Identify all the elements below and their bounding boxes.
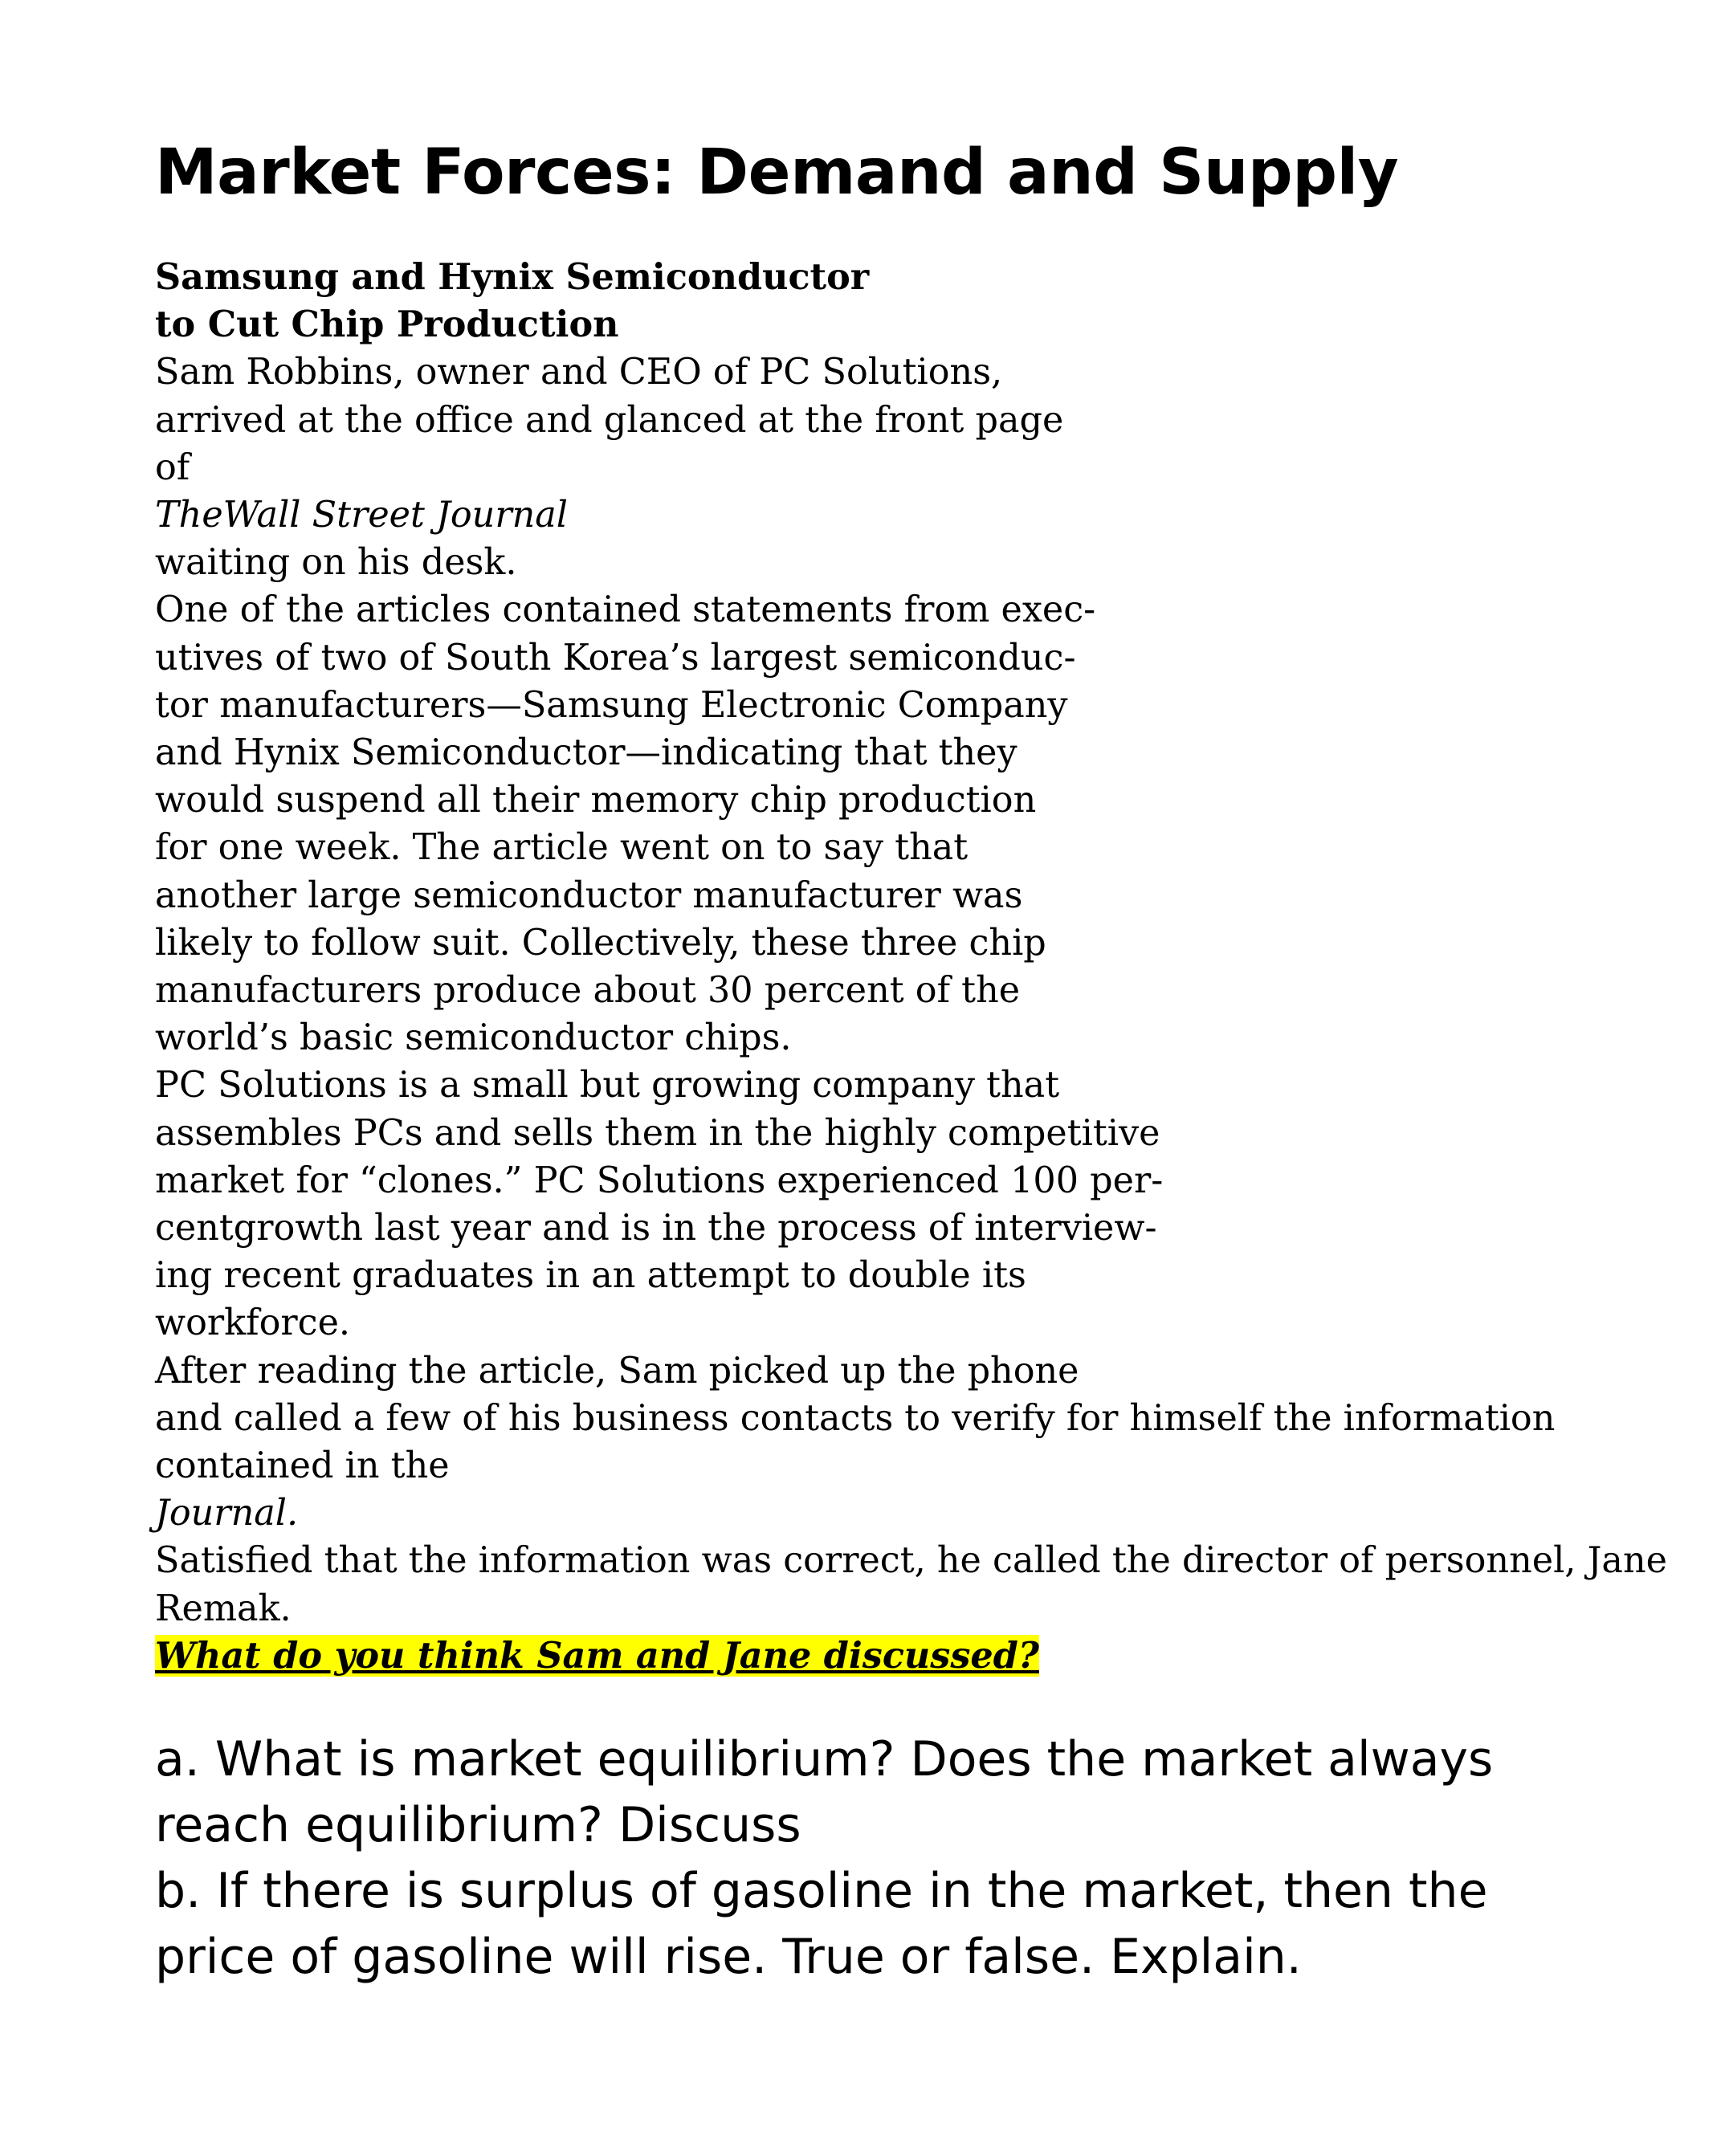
prompt-a-line-1: a. What is market equilibrium? Does the market always [155,1731,1494,1788]
article-text-line: utives of two of South Korea’s largest semiconduc- [155,637,1076,679]
article-text-line: market for “clones.” PC Solutions experienced 100 per- [155,1160,1164,1201]
document-page [155,137,1667,1990]
journal-name: TheWall Street Journal [155,495,569,536]
case-article [155,254,1667,1680]
article-text-line: would suspend all their memory chip production [155,780,1037,821]
article-text-line: arrived at the office and glanced at the front page [155,399,1064,441]
article-text-line: assembles PCs and sells them in the highly competitive [155,1112,1160,1154]
article-text-line: another large semiconductor manufacturer was [155,874,1023,916]
article-text-line: and called a few of his business contacts to verify for himself the information [155,1397,1556,1439]
article-text-line: world’s basic semiconductor chips. [155,1017,792,1059]
article-text-line: likely to follow suit. Collectively, these three chip [155,922,1046,964]
prompt-a-line-2: reach equilibrium? Discuss [155,1797,801,1854]
article-text-line: Satisfied that the information was correct, he called the director of personnel, Jane [155,1540,1667,1582]
article-text-line: manufacturers produce about 30 percent of the [155,970,1021,1012]
prompt-b-line-2: price of gasoline will rise. True or false. Explain. [155,1929,1302,1986]
prompt-b-line-1: b. If there is surplus of gasoline in the market, then the [155,1863,1488,1920]
article-text-line: and Hynix Semiconductor—indicating that they [155,732,1017,774]
journal-short-name: Journal. [155,1493,299,1534]
page-title: Market Forces: Demand and Supply [155,137,1399,209]
discussion-prompts [155,1726,1601,1990]
article-text-line: Sam Robbins, owner and CEO of PC Solutions, [155,352,1003,393]
article-text-line: One of the articles contained statements from exec- [155,589,1096,631]
article-text-line: waiting on his desk. [155,542,517,584]
article-text-line: of [155,446,190,488]
article-text-line: centgrowth last year and is in the process of interview- [155,1208,1157,1249]
highlighted-question: What do you think Sam and Jane discussed? [155,1634,1039,1677]
article-text-line: Remak. [155,1587,292,1629]
article-text-line: ing recent graduates in an attempt to double its [155,1255,1026,1297]
article-text-line: PC Solutions is a small but growing company that [155,1065,1060,1107]
article-text-line: tor manufacturers—Samsung Electronic Company [155,684,1068,726]
article-text-line: for one week. The article went on to say that [155,827,969,869]
article-headline-line-2: to Cut Chip Production [155,304,619,346]
article-text-line: workforce. [155,1302,351,1344]
article-text-line: After reading the article, Sam picked up the phone [155,1350,1079,1392]
article-text-line: contained in the [155,1445,450,1487]
article-headline-line-1: Samsung and Hynix Semiconductor [155,256,870,298]
